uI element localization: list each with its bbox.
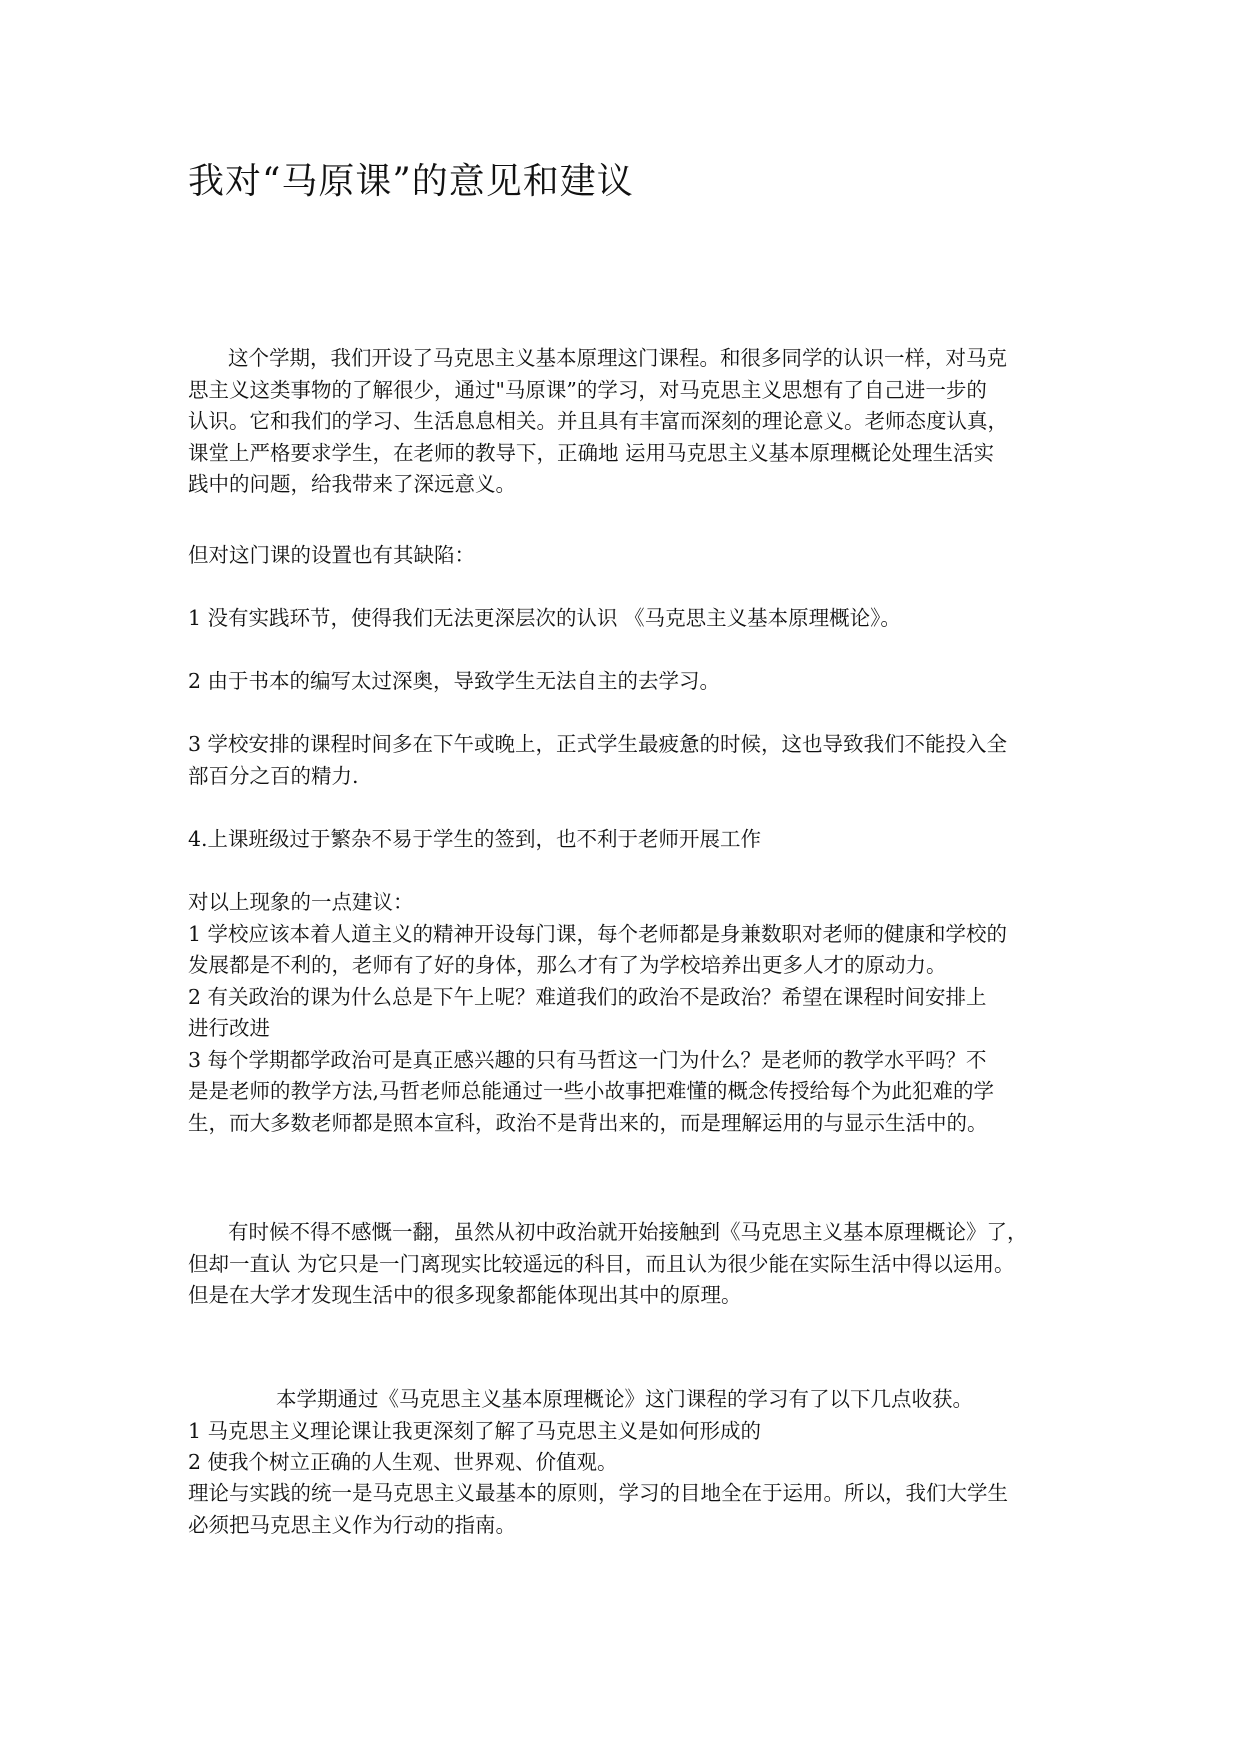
intro-paragraph [188,343,1068,501]
intro-line: 这个学期，我们开设了马克思主义基本原理这门课程。和很多同学的认识一样，对马克 [228,346,1007,370]
suggestions-section [188,887,1068,1139]
shortcoming-item-text: 部百分之百的精力. [188,763,359,788]
intro-line: 认识。它和我们的学习、生活息息相关。并且具有丰富而深刻的理论意义。老师态度认真， [188,409,1008,433]
suggestion-line: 是是老师的教学方法,马哲老师总能通过一些小故事把难懂的概念传授给每个为此犯难的学 [188,1079,995,1103]
reflection-line: 有时候不得不感慨一翻，虽然从初中政治就开始接触到《马克思主义基本原理概论》了， [228,1220,1028,1244]
gains-section [188,1384,1068,1479]
shortcomings-heading [188,540,1068,572]
suggestion-line: 1 学校应该本着人道主义的精神开设每门课，每个老师都是身兼数职对老师的健康和学校的 [188,921,1008,946]
shortcomings-heading-text: 但对这门课的设置也有其缺陷： [188,543,475,567]
conclusion-paragraph [188,1478,1068,1541]
document-title: 我对“马原课”的意见和建议 [188,161,634,202]
gains-line: 2 使我个树立正确的人生观、世界观、价值观。 [188,1450,618,1474]
reflection-line: 但是在大学才发现生活中的很多现象都能体现出其中的原理。 [188,1283,742,1307]
gains-line: 本学期通过《马克思主义基本原理概论》这门课程的学习有了以下几点收获。 [276,1387,973,1411]
shortcoming-item-2 [188,666,1068,698]
suggestion-line: 3 每个学期都学政治可是真正感兴趣的只有马哲这一门为什么？是老师的教学水平吗？不 [188,1047,987,1072]
conclusion-line: 理论与实践的统一是马克思主义最基本的原则，学习的目地全在于运用。所以，我们大学生 [188,1481,1008,1505]
reflection-line: 但却一直认 为它只是一门离现实比较遥远的科目，而且认为很少能在实际生活中得以运用。 [188,1251,1015,1276]
shortcoming-item-text: 1 没有实践环节，使得我们无法更深层次的认识 《马克思主义基本原理概论》。 [188,606,901,630]
suggestion-line: 2 有关政治的课为什么总是下午上呢？难道我们的政治不是政治？希望在课程时间安排上 [188,984,987,1009]
shortcoming-item-text: 3 学校安排的课程时间多在下午或晚上，正式学生最疲惫的时候，这也导致我们不能投入全 [188,732,1008,756]
shortcoming-item-4 [188,824,1068,856]
intro-line: 课堂上严格要求学生，在老师的教导下，正确地 运用马克思主义基本原理概论处理生活实 [188,440,995,465]
suggestion-line: 发展都是不利的，老师有了好的身体，那么才有了为学校培养出更多人才的原动力。 [188,953,947,977]
suggestion-line: 进行改进 [188,1016,270,1040]
shortcoming-item-3 [188,729,1068,792]
shortcoming-item-text: 4.上课班级过于繁杂不易于学生的签到，也不利于老师开展工作 [188,827,762,851]
gains-line: 1 马克思主义理论课让我更深刻了解了马克思主义是如何形成的 [188,1418,762,1443]
intro-line: 践中的问题，给我带来了深远意义。 [188,472,516,496]
intro-line: 思主义这类事物的了解很少，通过"马原课”的学习，对马克思主义思想有了自己进一步的 [188,377,987,402]
shortcoming-item-text: 2 由于书本的编写太过深奥，导致学生无法自主的去学习。 [188,669,721,693]
conclusion-line: 必须把马克思主义作为行动的指南。 [188,1512,516,1537]
reflection-paragraph [188,1217,1068,1312]
suggestion-line: 对以上现象的一点建议： [188,890,414,914]
shortcoming-item-1 [188,603,1068,635]
suggestion-line: 生，而大多数老师都是照本宣科，政治不是背出来的，而是理解运用的与显示生活中的。 [188,1110,988,1135]
